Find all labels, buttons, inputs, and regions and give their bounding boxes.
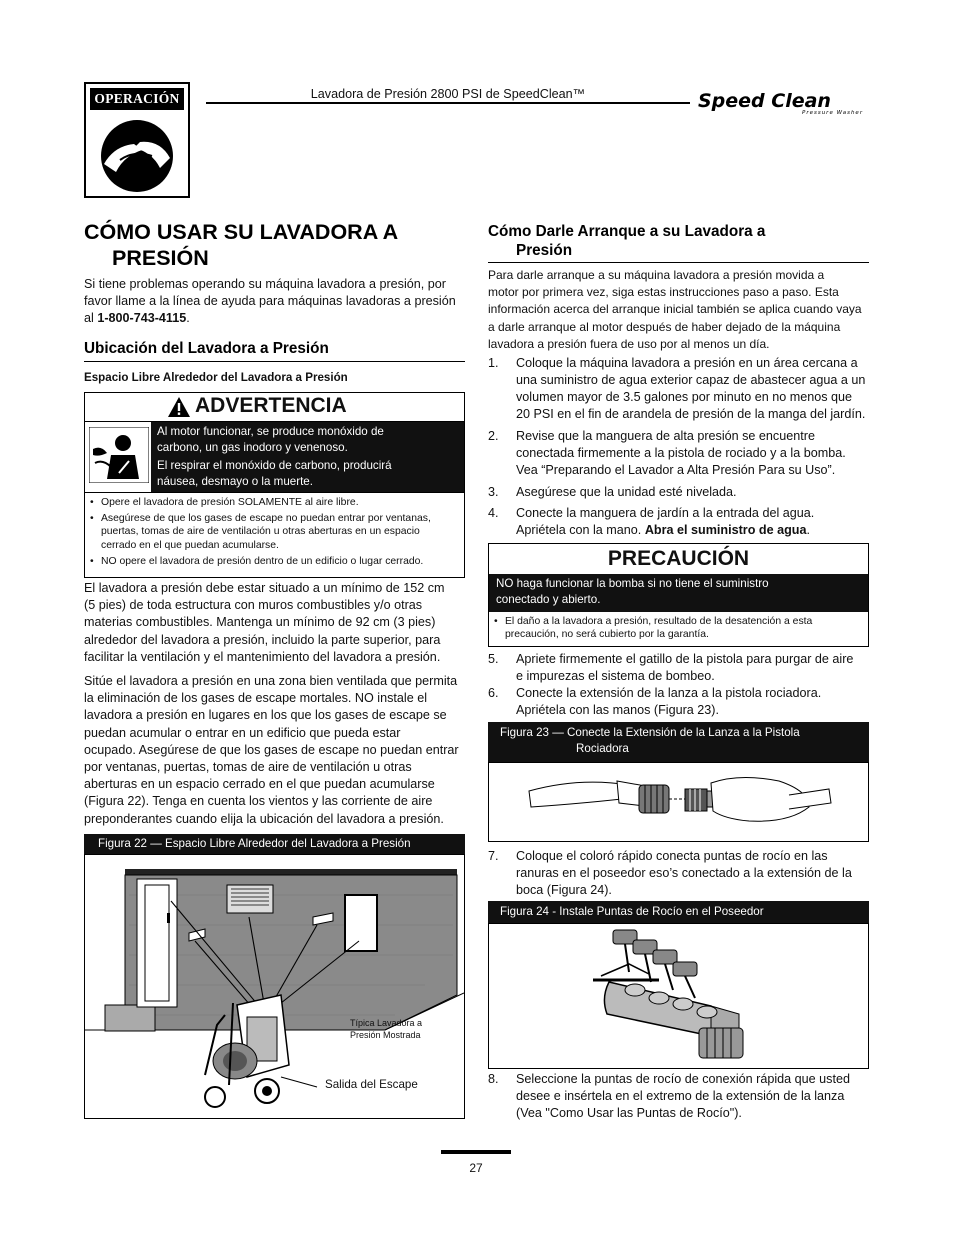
ventilation-paragraph-line-4: puedan acumular o entrar en un edificio que pueda estar [84, 725, 401, 740]
brand-sub: Pressure Washer [802, 110, 864, 116]
warning-text-1: Al motor funcionar, se produce monóxido de [157, 425, 384, 438]
start-heading-line1: Cómo Darle Arranque a su Lavadora a [488, 223, 766, 240]
intro-line1: Si tiene problemas operando su máquina lavadora a presión, por [84, 277, 446, 291]
warning-text-3: El respirar el monóxido de carbono, producirá [157, 459, 392, 472]
warning-triangle-icon [167, 395, 191, 419]
helpline-phone: 1-800-743-4115 [97, 311, 187, 325]
location-heading: Ubicación del Lavadora a Presión [84, 340, 329, 357]
ventilation-paragraph-line-6: por ventanas, puertas, tomas de aire de ventilación u otras [84, 760, 412, 775]
warning-text-4: náusea, desmayo o la muerte. [157, 474, 313, 488]
operation-badge [84, 82, 190, 198]
open-water-text: Abra el suministro de agua [644, 523, 807, 537]
clearance-paragraph-line-5: facilitar la ventilación y el mantenimiento del lavadora a presión. [84, 649, 441, 664]
step-5-text: Apriete firmemente el gatillo de la pistola para purgar de aire e impurezas el sistema de bombeo. [516, 652, 854, 683]
figure-23-frame [488, 762, 869, 842]
step-2-number: 2. [488, 429, 499, 443]
step-5 [488, 651, 869, 685]
step-8 [488, 1071, 869, 1123]
step-1-number: 1. [488, 356, 499, 370]
start-intro-line-5: lavadora a presión fuera de uso por al menos un día. [488, 336, 770, 351]
step-2-text: Revise que la manguera de alta presión se encuentre conectada firmemente a la pistola de rociado y a la bomba. Vea “Preparando el Lavador a Alta Presión Para su Uso”. [516, 429, 846, 477]
badge-title: OPERACIÓN [90, 88, 184, 110]
figure-22-caption: Figura 22 — Espacio Libre Alrededor del Lavadora a Presión [84, 834, 465, 854]
warning-text-2: carbono, un gas inodoro y venenoso. [157, 440, 348, 454]
figure-23-caption: Figura 23 — Conecte la Extensión de la Lanza a la Pistola Rociadora [488, 722, 869, 762]
step-5-number: 5. [488, 652, 499, 666]
start-intro [488, 267, 869, 353]
page-title-line2: PRESIÓN [112, 246, 209, 270]
step-6-number: 6. [488, 686, 499, 700]
warning-bullet-2: • Asegúrese de que los gases de escape no puedan entrar por ventanas, puertas, tomas de aire de ventilación u otras aberturas en un espacio cerrado en el que puedan acumularse. [87, 512, 463, 552]
warning-box [84, 392, 465, 578]
start-heading-line2: Presión [516, 242, 573, 259]
start-rule [488, 262, 869, 263]
lance-connection-illustration [489, 763, 868, 841]
start-intro-line-2: motor por primera vez, siga estas instrucciones paso a paso. Esta [488, 285, 839, 300]
step-3: 3. Asegúrese que la unidad esté nivelada. [488, 485, 737, 499]
hands-icon [94, 114, 180, 194]
step-1 [488, 355, 869, 425]
step-6 [488, 685, 869, 719]
ventilation-paragraph [84, 673, 465, 828]
page-number: 27 [469, 1161, 483, 1175]
typical-label: Típica Lavadora a Presión Mostrada [350, 1018, 423, 1040]
intro-line2: favor llame a la línea de ayuda para máquinas lavadoras a presión [84, 294, 456, 308]
clearance-paragraph-line-1: El lavadora a presión debe estar situado a un mínimo de 152 cm [84, 581, 445, 595]
warning-title: ADVERTENCIA [195, 394, 347, 417]
step-7-text: Coloque el coloró rápido conecta puntas de rocío en las ranuras en el poseedor eso’s conectado a la extensión de la boca (Figura 24). [516, 849, 852, 897]
ventilation-paragraph-line-1: Sitúe el lavadora a presión en una zona bien ventilada que permita [84, 674, 458, 688]
step-1-text: Coloque la máquina lavadora a presión en un área cercana a una suministro de agua exterior capaz de abastecer agua a un volumen mayor de 3.5 galones por minuto en no menos que 20 PSI en el fin de arandela de presión de la manga del jardín. [516, 356, 866, 421]
ventilation-paragraph-line-3: lavadora a presión en lugares en los que los gases de escape se [84, 708, 447, 723]
clearance-paragraph [84, 580, 465, 666]
step-7-number: 7. [488, 849, 499, 863]
page-number-bar [441, 1150, 511, 1154]
clearance-subheading: Espacio Libre Alrededor del Lavadora a Presión [84, 371, 348, 384]
clearance-paragraph-line-4: alrededor del lavadora a presión, incluido la parte superior, para [84, 632, 441, 647]
step-8-number: 8. [488, 1072, 499, 1086]
nozzle-holder-illustration [489, 924, 868, 1068]
exhaust-label: Salida del Escape [325, 1078, 418, 1091]
exhaust-hazard-icon [89, 427, 149, 483]
warning-bullet-3: • NO opere el lavadora de presión dentro de un edificio o lugar cerrado. [87, 555, 463, 568]
caution-bullet-1: • El daño a la lavadora a presión, resultado de la desatención a esta precaución, no será cubierto por la garantía. [491, 615, 867, 641]
speed-clean-logo [694, 90, 870, 116]
step-8-text: Seleccione la puntas de rocío de conexión rápida que usted desee e insértela en el extremo de la extensión de la lanza (Vea "Como Usar las Puntas de Rocío"). [516, 1072, 850, 1120]
ventilation-paragraph-line-7: aberturas en un espacio cerrado en el que puedan acumularse [84, 777, 435, 792]
ventilation-paragraph-line-5: ocupado. Asegúrese de que los gases de escape no puedan entrar [84, 742, 459, 757]
step-2 [488, 428, 869, 482]
ventilation-paragraph-line-9: preponderantes cuando elija la ubicación del lavadora a presión. [84, 811, 444, 826]
start-intro-line-4: a darle arranque al motor después de haber dejado de la máquina [488, 319, 841, 334]
step-7 [488, 848, 869, 900]
warning-bullet-1: • Opere el lavadora de presión SOLAMENTE al aire libre. [87, 496, 463, 509]
step-6-text: Conecte la extensión de la lanza a la pistola rociadora. Apriétela con las manos (Figura 23). [516, 686, 822, 717]
warning-bullets [87, 496, 463, 571]
start-intro-line-3: información acerca del arranque inicial también se aplica cuando vaya [488, 302, 862, 317]
clearance-paragraph-line-2: (5 pies) de toda estructura con muros combustibles y/o otras [84, 598, 423, 613]
header-title: Lavadora de Presión 2800 PSI de SpeedClean™ [310, 87, 586, 101]
caution-dark-panel: NO haga funcionar la bomba si no tiene el suministro conectado y abierto. [489, 574, 868, 612]
caution-box [488, 543, 869, 647]
ventilation-paragraph-line-2: la eliminación de los gases de escape mortales. NO instale el [84, 691, 428, 706]
figure-22-frame [84, 854, 465, 1119]
clearance-paragraph-line-3: materias combustibles. Mantenga un mínimo de 92 cm (3 pies) [84, 615, 436, 630]
ventilation-paragraph-line-8: (Figura 22). Tenga en cuenta los vientos y las corriente de aire [84, 794, 433, 809]
intro-line3: al 1-800-743-4115. [84, 311, 190, 325]
start-intro-line-1: Para darle arranque a su máquina lavadora a presión movida a [488, 268, 825, 282]
caution-bullets [491, 615, 867, 644]
header-rule [206, 102, 690, 104]
figure-24-frame [488, 923, 869, 1069]
location-rule [84, 361, 465, 362]
figure-24-caption: Figura 24 - Instale Puntas de Rocío en el Poseedor [488, 901, 869, 923]
step-4: 4. Conecte la manguera de jardín a la entrada del agua. Apriétela con la mano. Abra el suministro de agua. [488, 506, 815, 537]
page-title-line1: CÓMO USAR SU LAVADORA A [84, 220, 399, 244]
caution-title: PRECAUCIÓN [607, 547, 750, 570]
warning-dark-panel [151, 422, 464, 492]
brand-name: Speed Clean [698, 90, 831, 112]
